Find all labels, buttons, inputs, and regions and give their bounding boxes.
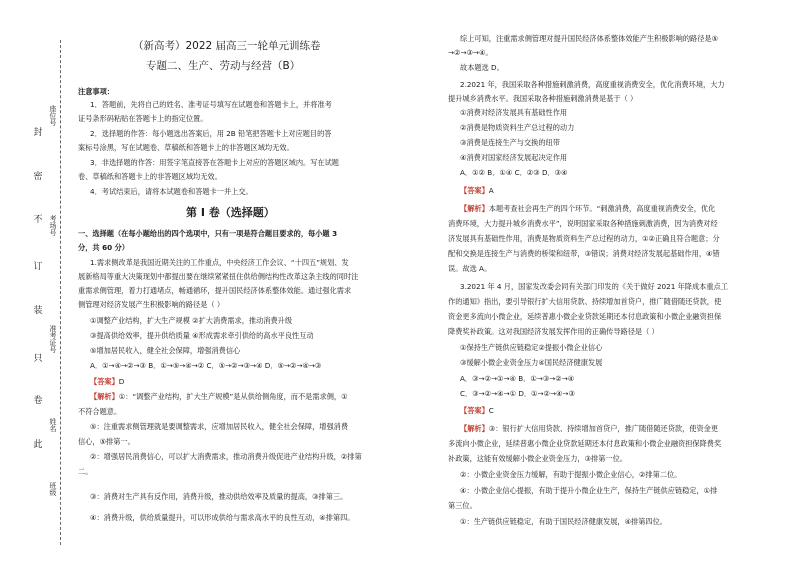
notice-line: 4．考试结束后，请将本试题卷和答题卡一并上交。 bbox=[90, 187, 253, 196]
q3-analysis-line: 多流向小微企业，延续普惠小微企业贷款延期还本付息政策和小微企业融资担保降费奖 bbox=[448, 439, 722, 448]
q1-option: ③提高供给效率，提升供给质量 ④形成需求牵引供给的高水平良性互动 bbox=[90, 331, 314, 340]
section-title: 第 I 卷（选择题） bbox=[186, 206, 275, 219]
q1-analysis-line: ④：消费升级，供给质量提升，可以形成供给与需求高水平的良性互动，④排第四。 bbox=[90, 513, 355, 522]
q1-analysis-line: ③：消费对生产具有反作用，消费升级，推动供给效率及质量的提高，③排第三。 bbox=[90, 492, 348, 501]
q1-choices: A．①→④→②→③ B．①→⑤→④→② C．⑤→②→③→④ D．⑤→②→④→③ bbox=[90, 361, 322, 370]
q1-stem: 重需求侧管理，着力打通堵点，畅通循环，提升国民经济体系整体效能。通过强化需求 bbox=[78, 286, 352, 295]
q3-stem: 资金更多流向小微企业，延续普惠小微企业贷款延期还本付息政策和小微企业融资担保 bbox=[448, 312, 722, 321]
q1-analysis-line: 不符合题意。 bbox=[78, 407, 122, 416]
q3-analysis-line: 第三位。 bbox=[448, 501, 477, 510]
binding-char: 订 bbox=[33, 262, 43, 272]
q3-analysis-line: ①：生产链供应链稳定，有助于国民经济健康发展，④排第四位。 bbox=[460, 517, 667, 526]
q3-analysis-line: ④：小微企业信心提振，有助于提升小微企业生产，保持生产链供应链稳定，①排 bbox=[460, 486, 718, 495]
q1-analysis-line: 二。 bbox=[78, 467, 93, 476]
q2-stem: 2.2021 年，我国采取各种措施刺激消费，高度重视消费安全，优化消费环境，大力 bbox=[460, 80, 725, 89]
binding-label: 座位号 bbox=[49, 105, 57, 126]
q3-stem: 3.2021 年 4 月，国家发改委会同有关部门印发的《关于做好 2021 年降成本重点工 bbox=[460, 282, 728, 291]
q1-analysis-line: ⑤：注重需求侧管理就是要调整需求，应增加居民收入，健全社会保障，增强消费 bbox=[90, 422, 349, 431]
q1-stem: 1.需求侧改革是我国近期关注的工作重点，中央经济工作会议、“十四五”规划、发 bbox=[90, 258, 349, 267]
q2-option: ④消费对国家经济发展起决定作用 bbox=[460, 153, 568, 162]
q3-answer-value: C bbox=[488, 406, 494, 415]
binding-label: 班级 bbox=[49, 482, 57, 496]
q2-option: ②消费是物质资料生产总过程的动力 bbox=[460, 123, 575, 132]
q1-analysis-line: 信心，⑤排第一。 bbox=[78, 437, 135, 446]
q1-conclusion: 故本题选 D。 bbox=[460, 63, 504, 72]
q3-analysis bbox=[460, 424, 718, 433]
binding-char: 封 bbox=[33, 128, 43, 138]
q3-analysis-line: 补政策，这能有效缓解小微企业资金压力，③排第一位。 bbox=[448, 454, 627, 463]
answer-tag: 【答案】 bbox=[460, 406, 489, 415]
q2-analysis-line: 配和交换是连接生产与消费的桥梁和纽带，③错误；消费对经济发展起基础作用，④错 bbox=[448, 249, 720, 258]
section-intro: 分，共 60 分） bbox=[78, 243, 129, 252]
q2-option: ③消费是连接生产与交换的纽带 bbox=[460, 138, 560, 147]
section-intro: 一、选择题（在每小题给出的四个选项中，只有一项是符合题目要求的，每小题 3 bbox=[78, 229, 338, 238]
binding-char: 装 bbox=[33, 306, 43, 316]
notice-line: 3．非选择题的作答：用签字笔直接答在答题卡上对应的答题区域内。写在试题 bbox=[90, 158, 339, 167]
q1-option: ⑤增加居民收入，健全社会保障，增强消费信心 bbox=[90, 346, 241, 355]
q3-stem: 作的通知》指出，要引导银行扩大信用贷款、持续增加首贷户，推广随借随还贷款，使 bbox=[448, 297, 722, 306]
q2-stem: 提升城乡消费水平。我国采取各种措施刺激消费是基于（ ） bbox=[448, 94, 638, 103]
binding-char: 不 bbox=[33, 215, 43, 225]
notice-line: 案标号涂黑，写在试题卷、草稿纸和答题卡上的非答题区域均无效。 bbox=[78, 143, 294, 152]
analysis-tag: 【解析】 bbox=[460, 424, 489, 433]
q1-answer-value: D bbox=[118, 377, 125, 386]
q1-analysis-line: ①：“调整产业结构，扩大生产规模”是从供给侧角度，而不是需求侧，① bbox=[118, 392, 348, 401]
notice-line: 2．选择题的作答：每小题选出答案后，用 2B 铅笔把答题卡上对应题目的答 bbox=[90, 129, 332, 138]
binding-label: 准考证号 bbox=[49, 325, 57, 353]
binding-char: 卷 bbox=[33, 396, 43, 406]
q2-analysis-line: 本题考查社会再生产的四个环节。“刺激消费，高度重视消费安全，优化 bbox=[488, 204, 716, 213]
analysis-tag: 【解析】 bbox=[460, 204, 489, 213]
q1-conclusion: 综上可知，注重需求侧管理对提升国民经济体系整体效能产生积极影响的路径是⑤ bbox=[460, 34, 719, 43]
q3-choices: C．③→②→④→① D．①→②→④→③ bbox=[460, 389, 575, 398]
q3-stem: 降费奖补政策。这对我国经济发展发挥作用的正确传导路径是（ ） bbox=[448, 327, 659, 336]
binding-line bbox=[60, 40, 61, 545]
q2-analysis-line: 误。故选 A。 bbox=[448, 264, 492, 273]
q3-option: ③缓解小微企业资金压力④国民经济健康发展 bbox=[460, 358, 603, 367]
binding-char: 密 bbox=[33, 172, 43, 182]
notice-line: 1．答题前，先将自己的姓名、准考证号填写在试题卷和答题卡上，并将准考 bbox=[90, 100, 332, 109]
exam-subtitle: 专题二、生产、劳动与经营（B） bbox=[146, 60, 301, 72]
q1-option: ①调整产业结构，扩大生产规模 ②扩大消费需求，推动消费升级 bbox=[90, 316, 293, 325]
q1-analysis-line: ②：增强居民消费信心，可以扩大消费需求，推动消费升级促进产业结构升级，②排第 bbox=[90, 452, 362, 461]
q3-analysis-line: ③：银行扩大信用贷款、持续增加首贷户，推广随借随还贷款，使资金更 bbox=[488, 424, 719, 433]
q1-analysis bbox=[90, 392, 348, 401]
q2-analysis-line: 济发展具有基础性作用，消费是物质资料生产总过程的动力，①②正确且符合题意；分 bbox=[448, 234, 720, 243]
notice-line: 证号条形码粘贴在答题卡上的指定位置。 bbox=[78, 114, 208, 123]
binding-label: 考场号 bbox=[49, 215, 57, 236]
q1-answer bbox=[90, 377, 124, 386]
binding-char: 只 bbox=[33, 354, 43, 364]
q3-option: ①保持生产链供应链稳定②提振小微企业信心 bbox=[460, 343, 603, 352]
q2-answer-value: A bbox=[488, 186, 494, 195]
q2-answer bbox=[460, 186, 494, 195]
binding-char: 此 bbox=[33, 440, 43, 450]
analysis-tag: 【解析】 bbox=[90, 392, 119, 401]
q1-stem: 展新格局等重大决策现划中都提出要在继续紧紧扭住供给侧结构性改革这条主线的同时注 bbox=[78, 272, 359, 281]
q2-analysis-line: 消费环境，大力提升城乡消费水平”，说明国家采取各种措施刺激消费，因为消费对经 bbox=[448, 219, 718, 228]
answer-tag: 【答案】 bbox=[90, 377, 119, 386]
q2-analysis bbox=[460, 204, 715, 213]
q2-option: ①消费对经济发展具有基础性作用 bbox=[460, 108, 568, 117]
q3-choices: A．③→②→①→④ B．①→③→②→④ bbox=[460, 374, 575, 383]
q2-choices: A．①② B．①④ C．②③ D．③④ bbox=[460, 168, 568, 177]
notice-line: 卷、草稿纸和答题卡上的非答题区域均无效。 bbox=[78, 172, 222, 181]
q1-conclusion: →②→③→④。 bbox=[448, 48, 493, 57]
answer-tag: 【答案】 bbox=[460, 186, 489, 195]
binding-label: 姓名 bbox=[49, 418, 57, 432]
q3-analysis-line: ②：小微企业资金压力缓解，有助于提振小微企业信心，②排第二位。 bbox=[460, 470, 682, 479]
exam-title: （新高考）2022 届高三一轮单元训练卷 bbox=[133, 40, 321, 52]
notice-heading: 注意事项： bbox=[78, 87, 114, 96]
q3-answer bbox=[460, 406, 494, 415]
q1-stem: 侧管理对经济发展产生积极影响的路径是（ ） bbox=[78, 300, 225, 309]
